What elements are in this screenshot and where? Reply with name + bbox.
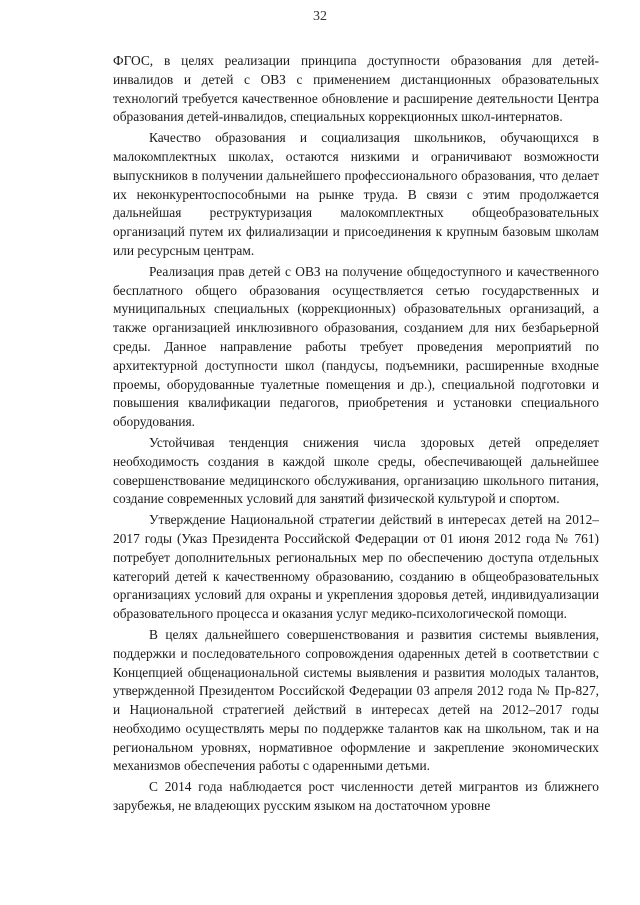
paragraph-migrant-children: С 2014 года наблюдается рост численности детей мигрантов из ближнего зарубежья, не владеющих русским языком на достаточном уровне <box>113 779 599 814</box>
paragraph-health-trend: Устойчивая тенденция снижения числа здоровых детей определяет необходимость создания в каждой школе среды, обеспечивающей дальнейшее совершенствование медицинского обслуживания, организацию школьного питания, создание современных условий для занятий физической культурой и спортом. <box>113 434 599 507</box>
paragraph-small-schools: Качество образования и социализация школьников, обучающихся в малокомплектных школах, остаются низкими и ограничивают возможности выпускников в получении дальнейшего профессионального образования, что делает их неконкурентоспособными на рынке труда. В связи с этим продолжается дальнейшая реструктуризация малокомплектных общеобразовательных организаций путем их филиализации и присоединения к крупным базовым школам или ресурсным центрам. <box>113 130 599 258</box>
paragraph-national-strategy: Утверждение Национальной стратегии действий в интересах детей на 2012–2017 годы (Указ Президента Российской Федерации от 01 июня 2012 года № 761) потребует дополнительных региональных мер по обеспечению доступа отдельных категорий детей к качественному образованию, созданию в общеобразовательных организациях условий для охраны и укрепления здоровья детей, индивидуализации образовательного процесса и оказания услуг медико-психологической помощи. <box>113 512 599 622</box>
document-body <box>113 52 599 816</box>
paragraph-ovz-rights: Реализация прав детей с ОВЗ на получение общедоступного и качественного бесплатного общего образования осуществляется сетью государственных и муниципальных специальных (коррекционных) образовательных организаций, а также организацией инклюзивного образования, созданием для них безбарьерной среды. Данное направление работы требует проведения мероприятий по архитектурной доступности школ (пандусы, подъемники, расширенные входные проемы, оборудованные туалетные помещения и др.), специальной подготовки и повышения квалификации педагогов, приобретения и установки специального оборудования. <box>113 263 599 430</box>
page-number: 32 <box>313 9 327 24</box>
paragraph-gifted-children: В целях дальнейшего совершенствования и развития системы выявления, поддержки и последовательного сопровождения одаренных детей в соответствии с Концепцией общенациональной системы выявления и развития молодых талантов, утвержденной Президентом Российской Федерации 03 апреля 2012 года № Пр-827, и Национальной стратегией действий в интересах детей на 2012–2017 годы необходимо осуществлять меры по поддержке талантов как на школьном, так и на региональном уровнях, нормативное оформление и закрепление экономических механизмов обеспечения работы с одаренными детьми. <box>113 626 599 774</box>
paragraph-continuation: ФГОС, в целях реализации принципа доступности образования для детей-инвалидов и детей с ОВЗ с применением дистанционных образовательных технологий требуется качественное обновление и расширение деятельности Центра образования детей-инвалидов, специальных коррекционных школ-интернатов. <box>113 53 599 125</box>
